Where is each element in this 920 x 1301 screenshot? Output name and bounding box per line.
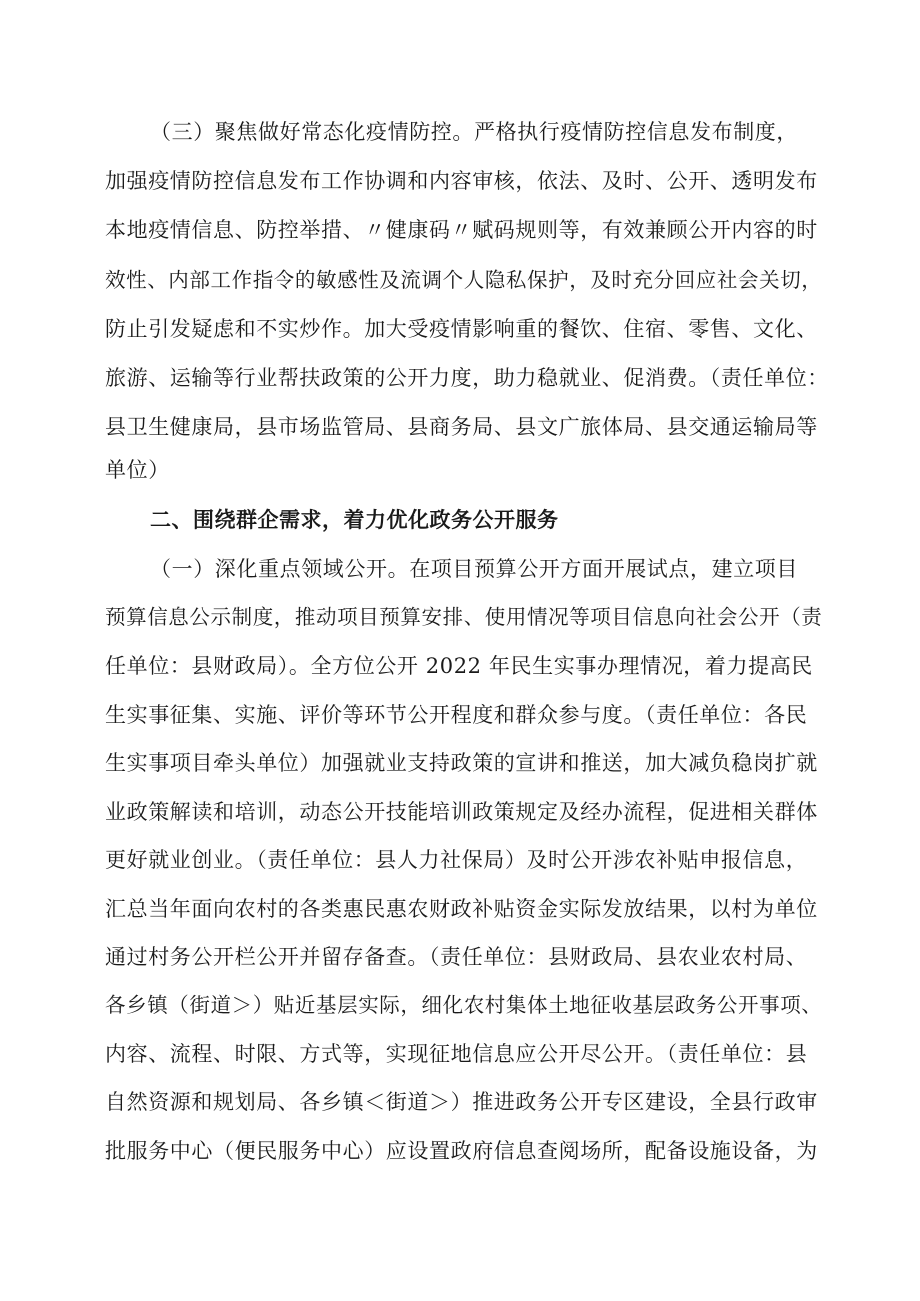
text-line: 自然资源和规划局、各乡镇＜街道＞）推进政务公开专区建设，全县行政审 bbox=[105, 1090, 818, 1114]
text-line: 汇总当年面向农村的各类惠民惠农财政补贴资金实际发放结果，以村为单位 bbox=[105, 897, 818, 921]
text-line: 旅游、运输等行业帮扶政策的公开力度，助力稳就业、促消费。（责任单位： bbox=[105, 366, 829, 390]
text-line: 任单位：县财政局）。全方位公开 2022 年民生实事办理情况，着力提高民 bbox=[105, 654, 813, 678]
text-line: 各乡镇（街道＞）贴近基层实际，细化农村集体土地征收基层政务公开事项、 bbox=[105, 993, 823, 1017]
text-line: 本地疫情信息、防控举措、〃健康码〃赋码规则等，有效兼顾公开内容的时 bbox=[105, 218, 818, 242]
text-line: 加强疫情防控信息发布工作协调和内容审核，依法、及时、公开、透明发布 bbox=[105, 169, 818, 193]
text-line: 效性、内部工作指令的敏感性及流调个人隐私保护，及时充分回应社会关切， bbox=[105, 268, 823, 292]
text-line: 生实事项目牵头单位）加强就业支持政策的宣讲和推送，加大减负稳岗扩就 bbox=[105, 751, 818, 775]
text-line: 批服务中心（便民服务中心）应设置政府信息查阅场所，配备设施设备，为 bbox=[105, 1139, 818, 1163]
text-line: 业政策解读和培训，动态公开技能培训政策规定及经办流程，促进相关群体 bbox=[105, 800, 818, 824]
text-line: 预算信息公示制度，推动项目预算安排、使用情况等项目信息向社会公开（责 bbox=[105, 605, 823, 629]
text-line: 生实事征集、实施、评价等环节公开程度和群众参与度。（责任单位：各民 bbox=[105, 703, 808, 727]
text-line: （三）聚焦做好常态化疫情防控。严格执行疫情防控信息发布制度， bbox=[150, 120, 798, 144]
text-line: 防止引发疑虑和不实炒作。加大受疫情影响重的餐饮、住宿、零售、文化、 bbox=[105, 317, 818, 341]
text-line: （一）深化重点领域公开。在项目预算公开方面开展试点，建立项目 bbox=[150, 557, 798, 581]
section-heading: 二、围绕群企需求，着力优化政务公开服务 bbox=[150, 508, 559, 532]
text-line: 内容、流程、时限、方式等，实现征地信息应公开尽公开。（责任单位：县 bbox=[105, 1042, 808, 1066]
text-line: 更好就业创业。（责任单位：县人力社保局）及时公开涉农补贴申报信息， bbox=[105, 848, 808, 872]
text-line: 单位） bbox=[105, 458, 170, 482]
text-line: 通过村务公开栏公开并留存备查。（责任单位：县财政局、县农业农村局、 bbox=[105, 945, 808, 969]
text-line: 县卫生健康局，县市场监管局、县商务局、县文广旅体局、县交通运输局等 bbox=[105, 415, 818, 439]
